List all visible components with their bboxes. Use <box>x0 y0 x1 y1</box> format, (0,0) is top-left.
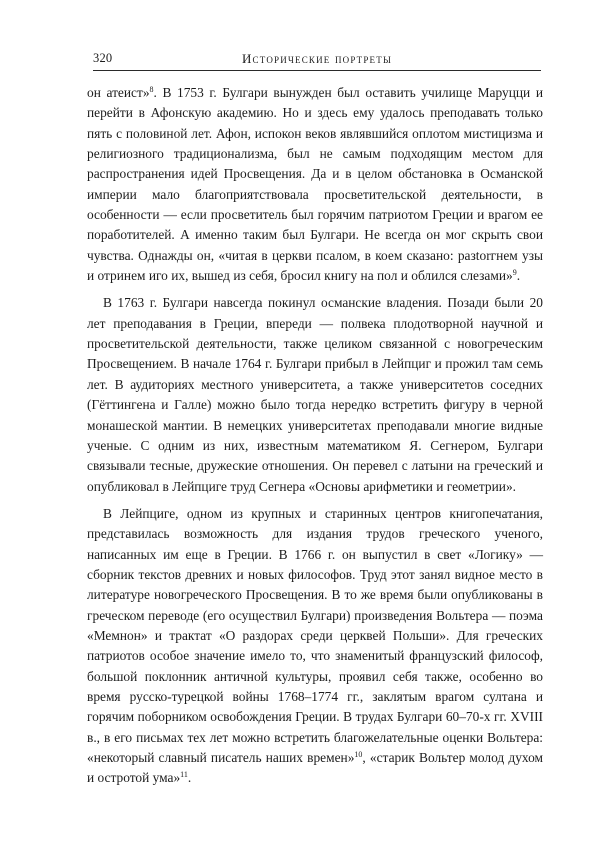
text-run: В Лейпциге, одном из крупных и старинных центров книгопечатания, представилась возможность для издания трудов греческого ученого, написанных им еще в Греции. В 1766 г. он выпустил в свет «Логику» — сборник текстов древних и новых философов. Труд этот занял видное место в литературе новогреческого Просвещения. В то же время были опубликованы в греческом переводе (его осуществил Булгари) произведения Вольтера — поэма «Мемнон» и трактат «О раздорах среди церквей Польши». Для греческих патриотов особое значение имело то, что знаменитый французский философ, большой поклонник античной культуры, проявил себя также, особенно во время русско-турецкой войны 1768–1774 гг., заклятым врагом султана и горячим поборником освобождения Греции. В трудах Булгари 60–70-х гг. XVIII в., в его письмах тех лет можно встретить благожелательные оценки Вольтера: «некоторый славный писатель наших времен» <box>87 505 543 765</box>
text-run: . <box>516 268 521 284</box>
paragraph <box>87 293 543 496</box>
footnote-ref[interactable]: 9 <box>512 268 517 278</box>
text-run: В 1763 г. Булгари навсегда покинул османские владения. Позади были 20 лет преподавания в Греции, впереди — полвека плодотворной научной и просветительской деятельности, также целиком связанной с новогреческим Просвещением. В начале 1764 г. Булгари прибыл в Лейпциг и прожил там семь лет. В аудиториях местного университета, а также университетов соседних (Гёттингена и Галле) можно было тогда нередко встретить фигуру в черной монашеской мантии. В немецких университетах преподавали многие видные ученые. С одним из них, известным математиком Я. Сегнером, Булгари связывали тесные, дружеские отношения. Он перевел с латыни на греческий и опубликовал в Лейпциге труд Сегнера «Основы арифметики и геометрии». <box>87 295 543 494</box>
paragraph <box>87 83 543 286</box>
footnote-ref[interactable]: 8 <box>149 85 154 94</box>
header-rule <box>93 70 541 71</box>
page-header <box>93 51 541 69</box>
paragraph <box>87 504 543 789</box>
body-text <box>87 83 543 796</box>
text-run: он атеист» <box>87 85 150 100</box>
text-run: . В 1753 г. Булгари вынужден был оставить училище Маруцци и перейти в Афонскую академию. Но и здесь ему удалось преподавать только пять с половиной лет. Афон, испокон веков являвшийся оплотом мистицизма и религиозного традиционализма, был не самым подходящим местом для распространения идей Просвещения. Да и в целом обстановка в Османской империи мало благоприятствовала просветительской деятельности, в особенности — если просветитель был горячим патриотом Греции и врагом ее поработителей. А именно таким был Булгари. Не всегда он мог скрыть свои чувства. Однажды он, «читая в церкви псалом, в коем сказано: разtorгнем узы и отринем иго их, вышед из себя, бросил книгу на пол и облился слезами» <box>87 85 543 284</box>
text-run: , «старик Вольтер молод духом и остротой ума» <box>87 750 543 786</box>
text-run: . <box>187 770 192 786</box>
running-title: Исторические портреты <box>241 51 393 66</box>
page-number: 320 <box>93 51 113 65</box>
footnote-ref[interactable]: 11 <box>180 770 188 780</box>
footnote-ref[interactable]: 10 <box>354 750 363 759</box>
